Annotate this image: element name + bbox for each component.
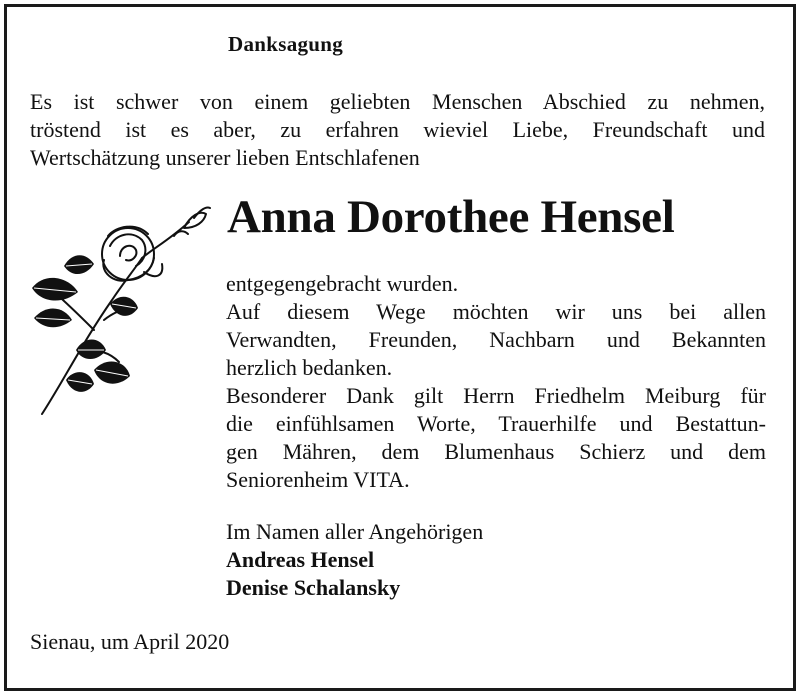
place-date: Sienau, um April 2020 [30,629,230,654]
thanks-paragraph [226,270,766,494]
intro-line: Wertschätzung unserer lieben Entschlafenen [30,145,420,170]
signatory-name: Denise Schalansky [226,575,401,600]
deceased-name: Anna Dorothee Hensel [227,191,675,243]
intro-paragraph [30,88,765,172]
body-line: Verwandten, Freunden, Nachbarn und Bekannten [226,327,766,352]
intro-line: tröstend ist es aber, zu erfahren wieviel Liebe, Freundschaft und [30,117,765,142]
rose-icon [24,200,224,420]
body-line: gen Mähren, dem Blumenhaus Schierz und dem [226,439,766,464]
signature-intro: Im Namen aller Angehörigen [226,519,484,544]
body-line: Auf diesem Wege möchten wir uns bei allen [226,299,766,324]
signatory-name: Andreas Hensel [226,547,375,572]
notice-heading: Danksagung [228,32,344,56]
body-line: herzlich bedanken. [226,355,393,380]
signature-block [226,518,483,602]
body-line: Seniorenheim VITA. [226,467,410,492]
body-line: die einfühlsamen Worte, Trauerhilfe und Bestattun- [226,411,766,436]
body-line: Besonderer Dank gilt Herrn Friedhelm Meiburg für [226,383,766,408]
intro-line: Es ist schwer von einem geliebten Menschen Abschied zu nehmen, [30,89,765,114]
body-line: entgegengebracht wurden. [226,271,459,296]
